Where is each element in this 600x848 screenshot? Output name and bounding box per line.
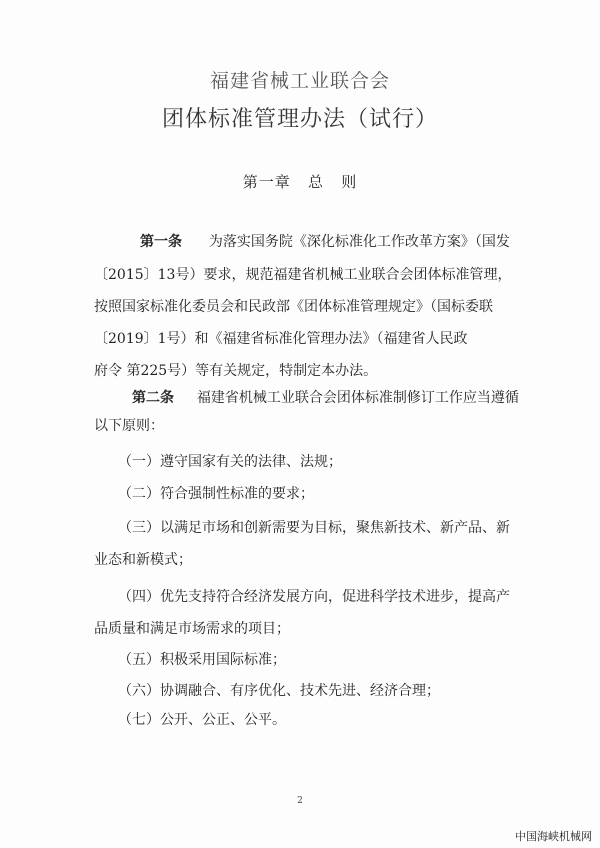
article-2-line: 以下原则：	[94, 418, 164, 434]
article-1-line: 府令 第225号）等有关规定，特制定本办法。	[94, 363, 378, 379]
principle-item: （二）符合强制性标准的要求；	[118, 486, 314, 502]
article-1-line: 〔2019〕1号）和《福建省标准化管理办法》（福建省人民政	[94, 331, 468, 347]
article-2-heading: 第二条	[132, 390, 174, 406]
principle-item: （七）公开、公正、公平。	[118, 712, 286, 728]
article-2-paragraph	[132, 388, 519, 408]
article-1-line: 〔2015〕13号）要求，规范福建省机械工业联合会团体标准管理，	[94, 267, 512, 283]
document-title: 团体标准管理办法（试行）	[161, 107, 438, 132]
article-1-heading: 第一条	[140, 234, 182, 250]
chapter-heading: 第一章 总 则	[242, 173, 358, 191]
principle-item: 业态和新模式；	[94, 552, 192, 568]
article-1-line: 按照国家标准化委员会和民政部《团体标准管理规定》（国标委联	[94, 299, 493, 315]
article-1-paragraph	[140, 232, 510, 252]
principle-item: （一）遵守国家有关的法律、法规；	[118, 454, 342, 470]
principle-item: （三）以满足市场和创新需要为目标，聚焦新技术、新产品、新	[118, 520, 510, 536]
article-2-line: 福建省机械工业联合会团体标准制修订工作应当遵循	[196, 390, 519, 406]
principle-item: （六）协调融合、有序优化、技术先进、经济合理；	[118, 683, 440, 699]
principle-item: （五）积极采用国际标准；	[118, 652, 286, 668]
site-watermark: 中国海峡机械网	[515, 830, 592, 843]
organization-title: 福建省械工业联合会	[209, 70, 390, 92]
page-number: 2	[297, 796, 303, 806]
principle-item: （四）优先支持符合经济发展方向，促进科学技术进步，提高产	[118, 589, 510, 605]
article-1-line: 为落实国务院《深化标准化工作改革方案》（国发	[208, 234, 510, 250]
principle-item: 品质量和满足市场需求的项目；	[94, 621, 290, 637]
